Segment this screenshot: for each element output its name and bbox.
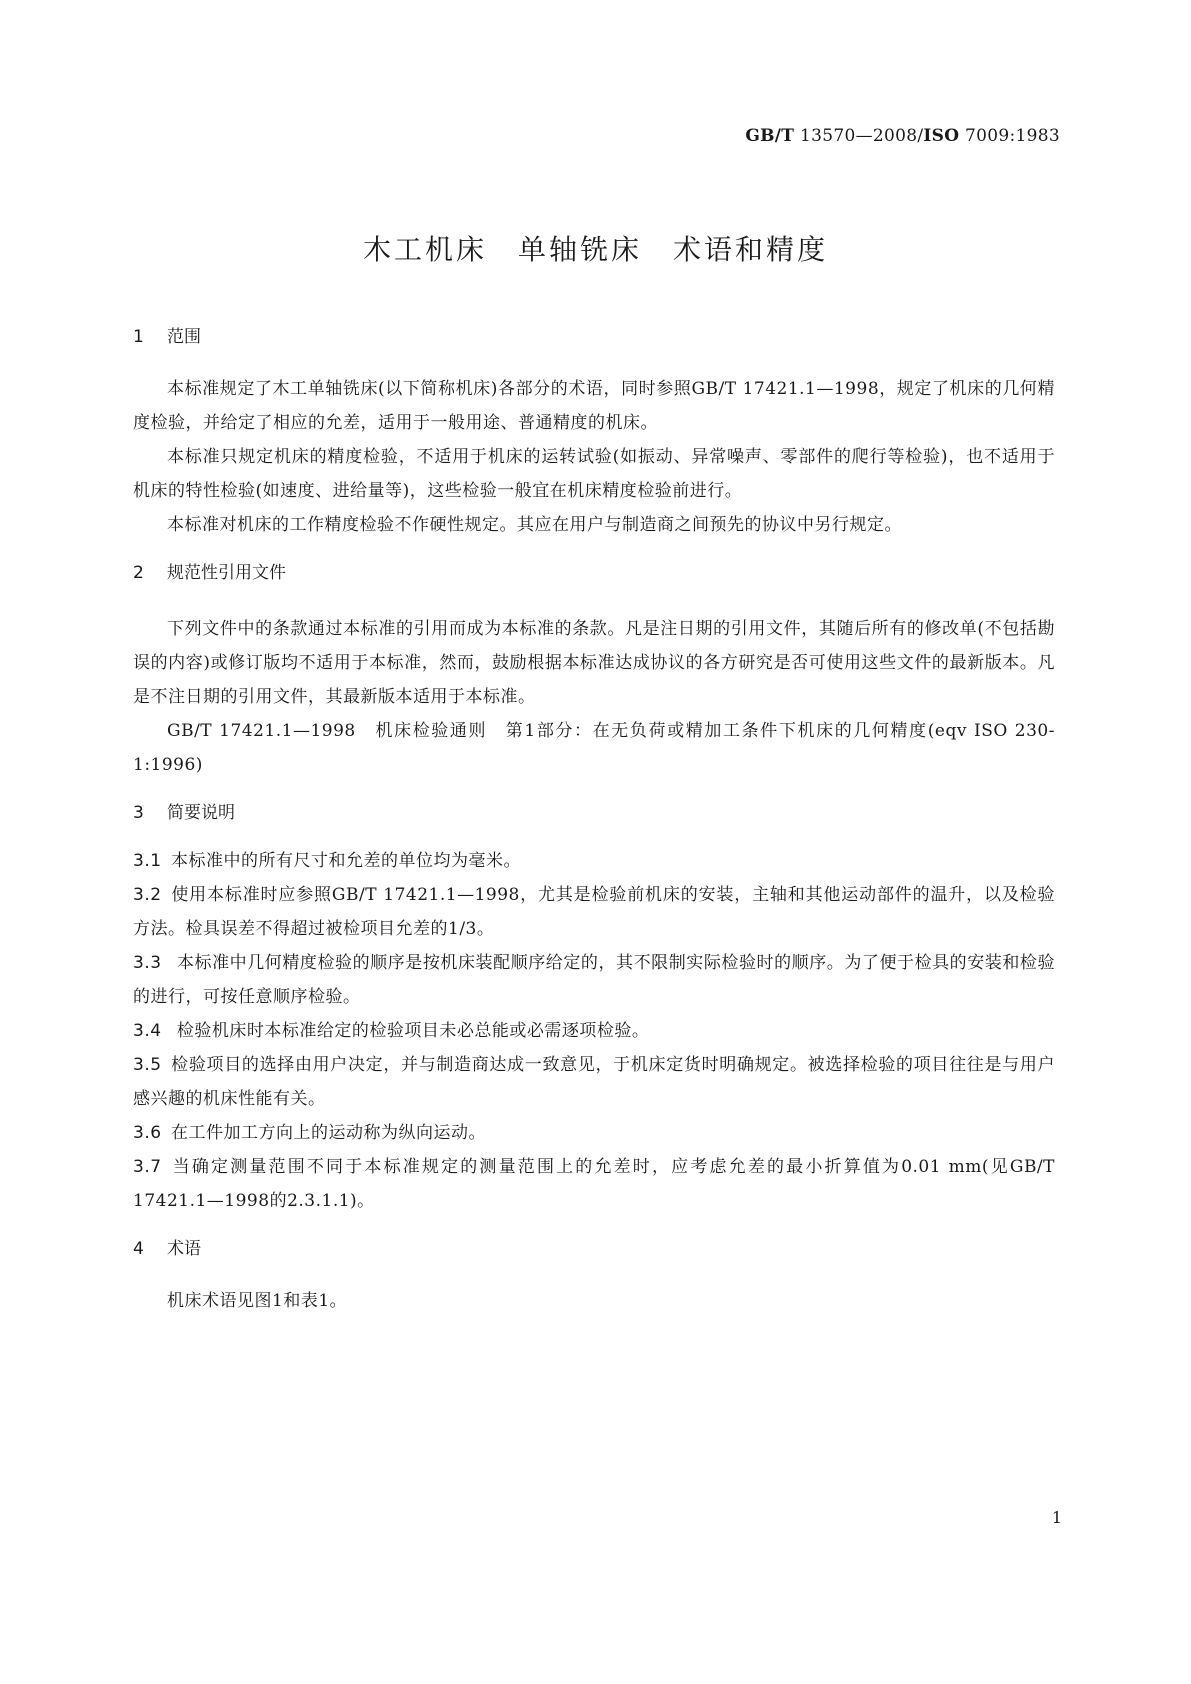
- clause-text: 检验机床时本标准给定的检验项目未必总能或必需逐项检验。: [171, 1021, 650, 1041]
- clause-3-1: [133, 844, 1055, 878]
- document-title: 木工机床 单轴铣床 术语和精度: [362, 233, 828, 266]
- page-number: 1: [1051, 1508, 1062, 1527]
- clause-3-5: [133, 1048, 1055, 1116]
- section-heading-terms: [133, 1236, 1055, 1262]
- paragraph: 机床术语见图1和表1。: [167, 1291, 348, 1311]
- paragraph: 下列文件中的条款通过本标准的引用而成为本标准的条款。凡是注日期的引用文件，其随后所有的修改单(不包括勘误的内容)或修订版均不适用于本标准，然而，鼓励根据本标准达成协议的各方研究是否可使用这些文件的最新版本。凡是不注日期的引用文件，其最新版本适用于本标准。: [133, 619, 1055, 707]
- clause-3-2: [133, 878, 1055, 946]
- clause-text: 当确定测量范围不同于本标准规定的测量范围上的允差时，应考虑允差的最小折算值为0.01 mm(见GB/T 17421.1—1998的2.3.1.1)。: [133, 1157, 1055, 1211]
- section-number: 2: [133, 563, 144, 583]
- section-heading-scope: [133, 324, 1055, 350]
- section-number: 3: [133, 803, 144, 823]
- clause-3-3: [133, 946, 1055, 1014]
- clause-text: 检验项目的选择由用户决定，并与制造商达成一致意见，于机床定货时明确规定。被选择检验的项目往往是与用户感兴趣的机床性能有关。: [133, 1055, 1055, 1109]
- std-number: 13570—2008/: [799, 126, 924, 146]
- clause-3-4: [133, 1014, 1055, 1048]
- clause-number: 3.6: [133, 1123, 162, 1143]
- section-title: 规范性引用文件: [167, 563, 286, 583]
- iso-number: 7009:1983: [965, 126, 1060, 146]
- section-number: 1: [133, 327, 144, 347]
- iso-prefix: ISO: [923, 126, 960, 146]
- clause-number: 3.1: [133, 851, 162, 871]
- clause-number: 3.4: [133, 1021, 162, 1041]
- clause-text: 本标准中几何精度检验的顺序是按机床装配顺序给定的，其不限制实际检验时的顺序。为了便于检具的安装和检验的进行，可按任意顺序检验。: [133, 953, 1055, 1007]
- clause-number: 3.2: [133, 885, 162, 905]
- document-body: [133, 324, 1055, 1318]
- std-prefix: GB/T: [745, 126, 795, 146]
- section-heading-brief-notes: [133, 800, 1055, 826]
- clause-text: 本标准中的所有尺寸和允差的单位均为毫米。: [171, 851, 521, 871]
- clause-3-6: [133, 1116, 1055, 1150]
- clause-3-7: [133, 1150, 1055, 1218]
- reference-entry: GB/T 17421.1—1998 机床检验通则 第1部分：在无负荷或精加工条件下机床的几何精度(eqv ISO 230-1:1996): [133, 721, 1055, 775]
- clause-number: 3.7: [133, 1157, 162, 1177]
- section-heading-normative-references: [133, 560, 1055, 586]
- clause-number: 3.3: [133, 953, 162, 973]
- section-number: 4: [133, 1239, 144, 1259]
- section-title: 术语: [167, 1239, 201, 1259]
- paragraph: 本标准只规定机床的精度检验，不适用于机床的运转试验(如振动、异常噪声、零部件的爬行等检验)，也不适用于机床的特性检验(如速度、进给量等)，这些检验一般宜在机床精度检验前进行。: [133, 447, 1055, 501]
- clause-number: 3.5: [133, 1055, 162, 1075]
- standard-code: [745, 126, 1060, 146]
- clause-text: 使用本标准时应参照GB/T 17421.1—1998，尤其是检验前机床的安装，主轴和其他运动部件的温升，以及检验方法。检具误差不得超过被检项目允差的1/3。: [133, 885, 1055, 939]
- section-title: 简要说明: [167, 803, 235, 823]
- section-title: 范围: [167, 327, 201, 347]
- paragraph: 本标准规定了木工单轴铣床(以下简称机床)各部分的术语，同时参照GB/T 17421.1—1998，规定了机床的几何精度检验，并给定了相应的允差，适用于一般用途、普通精度的机床。: [133, 379, 1055, 433]
- paragraph: 本标准对机床的工作精度检验不作硬性规定。其应在用户与制造商之间预先的协议中另行规定。: [167, 515, 902, 535]
- clause-text: 在工件加工方向上的运动称为纵向运动。: [171, 1123, 486, 1143]
